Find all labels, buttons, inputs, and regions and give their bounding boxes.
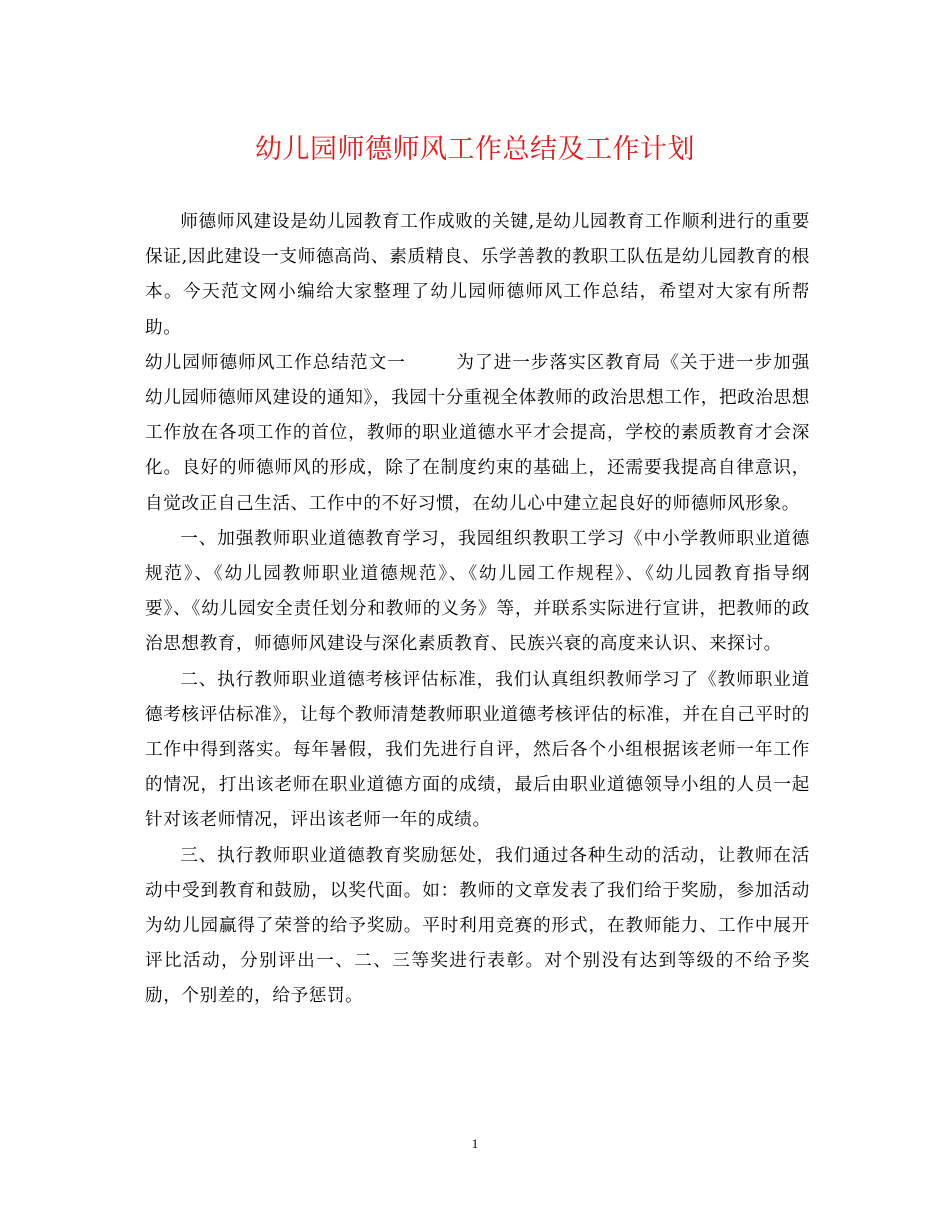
intro-paragraph: 师德师风建设是幼儿园教育工作成败的关键,是幼儿园教育工作顺利进行的重要保证,因此建设一支师德高尚、素质精良、乐学善教的教职工队伍是幼儿园教育的根本。今天范文网小编给大家整理了幼儿园师德师风工作总结，希望对大家有所帮助。 — [145, 212, 810, 338]
page-number: 1 — [471, 1136, 479, 1151]
section-intro-paragraph — [145, 346, 810, 522]
body-paragraph-2: 二、执行教师职业道德考核评估标准，我们认真组织教师学习了《教师职业道德考核评估标准》，让每个教师清楚教师职业道德考核评估的标准，并在自己平时的工作中得到落实。每年暑假，我们先进行自评，然后各个小组根据该老师一年工作的情况，打出该老师在职业道德方面的成绩，最后由职业道德领导小组的人员一起针对该老师情况，评出该老师一年的成绩。 — [145, 669, 810, 831]
body-paragraph-1: 一、加强教师职业道德教育学习，我园组织教职工学习《中小学教师职业道德规范》、《幼儿园教师职业道德规范》、《幼儿园工作规程》、《幼儿园教育指导纲要》、《幼儿园安全责任划分和教师的义务》等，并联系实际进行宣讲，把教师的政治思想教育，师德师风建设与深化素质教育、民族兴衰的高度来认识、来探讨。 — [145, 528, 810, 655]
page-title: 幼儿园师德师风工作总结及工作计划 — [255, 134, 695, 165]
section-intro-text: 为了进一步落实区教育局《关于进一步加强幼儿园师德师风建设的通知》，我园十分重视全体教师的政治思想工作，把政治思想工作放在各项工作的首位，教师的职业道德水平才会提高，学校的素质教育才会深化。良好的师德师风的形成，除了在制度约束的基础上，还需要我提高自律意识，自觉改正自己生活、工作中的不好习惯，在幼儿心中建立起良好的师德师风形象。 — [145, 352, 810, 514]
section-heading: 幼儿园师德师风工作总结范文一 — [145, 352, 406, 373]
body-paragraph-3: 三、执行教师职业道德教育奖励惩处，我们通过各种生动的活动，让教师在活动中受到教育和鼓励，以奖代面。如：教师的文章发表了我们给于奖励，参加活动为幼儿园赢得了荣誉的给予奖励。平时利用竞赛的形式，在教师能力、工作中展开评比活动，分别评出一、二、三等奖进行表彰。对个别没有达到等级的不给予奖励，个别差的，给予惩罚。 — [145, 845, 810, 1007]
document-body — [145, 205, 810, 1015]
